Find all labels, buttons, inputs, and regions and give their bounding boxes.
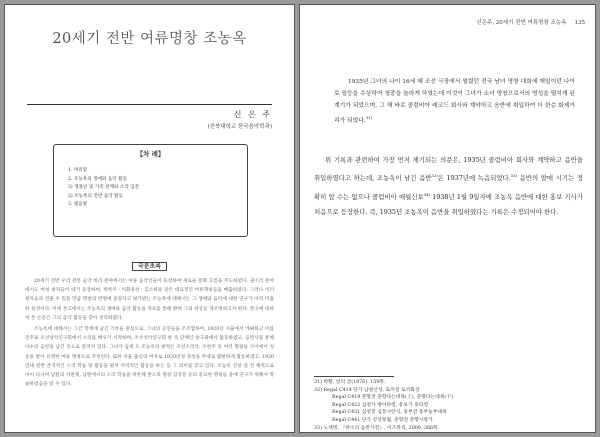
author-affiliation: (전북대학교 한국음악학과) <box>207 124 272 130</box>
right-page <box>299 4 596 433</box>
body-text: 은 1937년에 녹음되었다. <box>437 174 511 183</box>
footnote-ref: 32) <box>431 173 438 179</box>
article-title: 20세기 전반 여류명창 조농옥 <box>52 31 247 47</box>
body-text: 음반의 발매 시기는 정확히 알 수는 없으나 콜럼비아 매월신보 <box>314 174 583 201</box>
quote-text: 1935년 그녀의 나이 16세 때 조선 극장에서 열렸던 전국 남녀 명창 대회에 재일이던 나이로 일등을 수상하여 청중을 놀라게 하였는데 이것이 그녀가 소녀 명창으로서의 명성을 떨치게 된 계기가 되었으며, 그 해 바로 콜럼비아 레코드 회사와 계약하고 음반에 취입하여 더 한층 화제거리가 되었다. <box>334 79 575 125</box>
footnote-ref: 33) <box>510 173 517 179</box>
toc-item: 2) 조농옥의 전반 음악 활동 <box>68 193 123 199</box>
toc-item: 2. 조농옥의 생애와 음악 활동 <box>68 176 128 182</box>
page-number: 135 <box>574 20 585 26</box>
footnote: Regal C419 춘향전 춘향다는대목(上), 춘향다는대목(下) <box>332 395 453 401</box>
table-of-contents <box>53 144 248 237</box>
abstract <box>25 277 274 391</box>
footnote: Regal C441 단가 강상풍월, 춘향전 춘향사랑가 <box>332 417 433 423</box>
running-head-text: 신은주, 20세기 전반 여류명창 조농옥 <box>476 20 567 26</box>
body-text: 위 기록과 관련하여 가장 먼저 제기되는 의문은, 1935년 콜럼비아 회사와 계약하고 음반을 취입하였다고 하는데, 조농옥이 남긴 음반 <box>314 156 583 183</box>
toc-item: 3. 맺음말 <box>68 202 88 208</box>
footnotes <box>314 379 585 432</box>
toc-item: 1. 머리말 <box>68 168 88 173</box>
body-text: 1938년 1월 9일자에 조농옥 음반에 대한 홍보 기사가 처음으로 등장한다. 즉, 1935년 조농옥이 음반을 취입하였다는 기록은 수정되어야 한다. <box>314 192 583 216</box>
footnote-rule <box>314 376 394 377</box>
footnote: 33) 노재명, 『판소리 음반사전』, 이즈뮤직, 2000, 366쪽. <box>314 425 440 431</box>
abstract-heading-label: 국문초록 <box>132 262 167 271</box>
footnote-ref: 31) <box>365 115 373 121</box>
toc-heading: 【차 례】 <box>136 150 165 158</box>
author-name: 신 은 주 <box>233 110 272 119</box>
running-head <box>476 18 585 26</box>
footnote: 32) Regal C414 단가 남원산성, 토끼전 토끼화상 <box>314 387 420 393</box>
abstract-heading <box>5 261 294 270</box>
body-paragraph <box>314 153 583 220</box>
abstract-paragraph: 조농옥에 대해서는 그간 학계에 남긴 기록을 중심으로, 그녀의 공연들을 조조합하여, 1920년 서울에서 데뷔하고 이를 전후로 조선성악연구회에서 소리를 배우기 시작하며, 조선성악연구회 창 즉 단체인 창극좌에서 활동하였고, 음반사를 통해 다수의 음반을 남긴 것으로 알려져 있다. 그녀가 십세 도 조농옥의 판정은 조선소리악, 조헌주 등 여러 명창들 사이에서 칭송을 받아 유명한 여류 명창으로 추정된다. 또한 서울 출신의 여자로 1920년경 경성을 무대로 활발하게 활동하였고, 1930년대 전반 본격적인 소리 학습 및 활동을 펼쳐 지역적인 활동을 하는 등 그 의미를 갖고 있다. 조농옥 진판 걸 전 체적으로 이어 다니며 남원의 서편제, 남원에서의 소리 학습을 비롯해 판소리 명창 김정문 등의 중요한 명창들 중에 연구가 위해서 학습하였음을 알 수 있다. <box>25 327 274 388</box>
left-page <box>4 4 295 433</box>
footnote-ref: 34) <box>423 191 431 197</box>
block-quote <box>334 77 575 128</box>
footnote: Regal C431 심청전 심봉사탄식, 흥부전 흥부놀부대목 <box>332 410 447 416</box>
title-rule <box>27 104 272 105</box>
footnote: 31) 박황, 앞의 글(1976), 159쪽. <box>314 380 386 385</box>
toc-list <box>68 167 139 210</box>
footnote: Regal C422 심청가 방아타령, 흥보가 흥타령 <box>332 402 429 408</box>
abstract-paragraph: 20세기 전반 우리 전통 음악 바라 분야에서는 여류 음악인들이 등장하여 새로운 문화 흐름을 주도하였다. 권소리 분야에서도 여성 창자들이 대거 등장하여, 박록주ㆍ이화중선ㆍ김소희와 같은 대표적인 여류명창들을 배출하였다. 그러나 이러 창자들과 견줄 수 있을 만큼 명창의 반열에 올랐다고 평가받는 조농옥에 대해서는 그 생애와 음악에 대한 연구가 아직 미흡한 실정이다. 이에 본고에서는 조농옥의 생애와 음악 활동을 자료를 통해 밝혀 그의 위상을 재조명하고자 한다. 본고에 대하여 본 논문은 그의 음악 활동을 찾아 정리하였다. <box>25 279 274 321</box>
toc-item: 3) 생몰년 및 가족 관계와 소리 입문 <box>68 185 140 191</box>
